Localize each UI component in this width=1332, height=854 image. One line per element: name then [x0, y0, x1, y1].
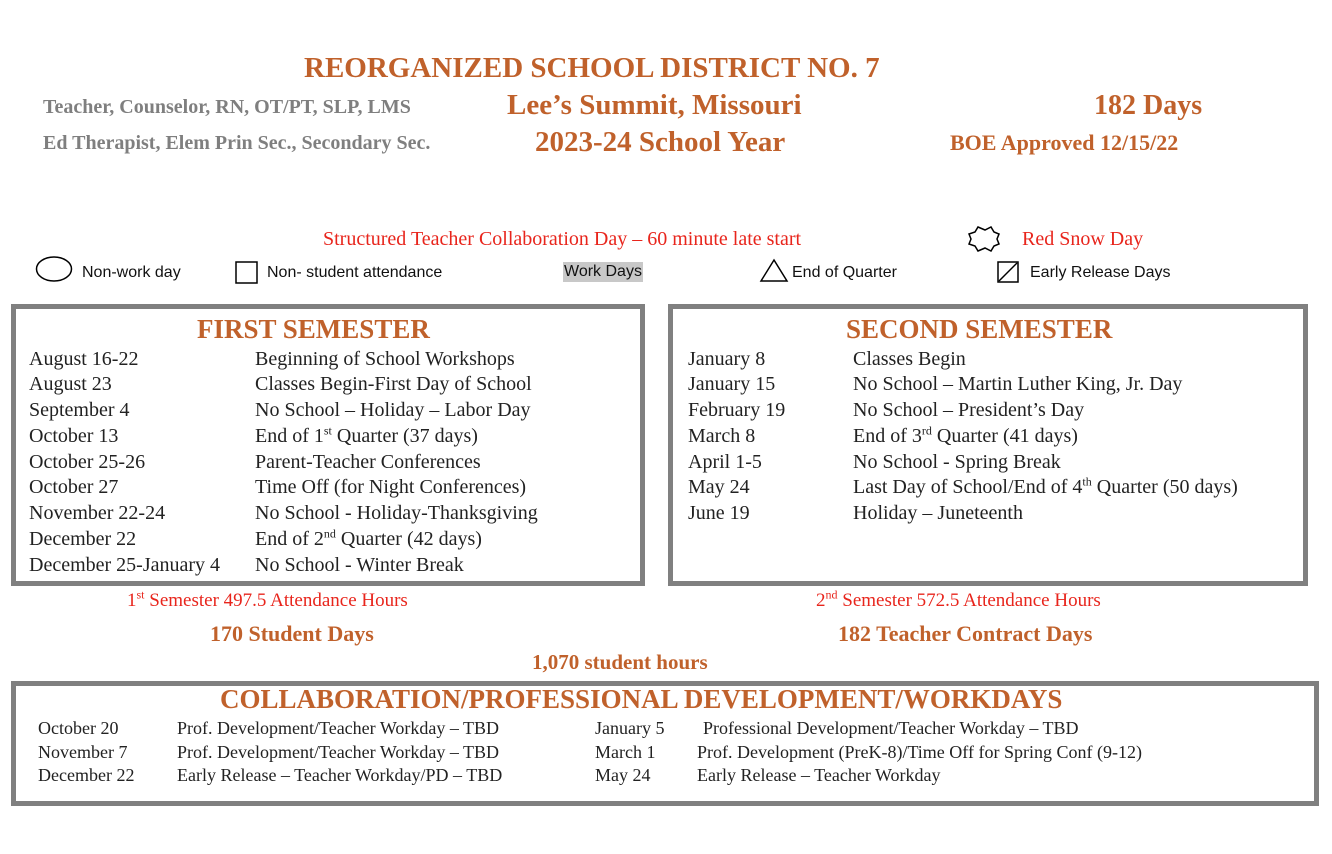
- first-date-1: August 16-22: [29, 348, 139, 370]
- city-title: Lee’s Summit, Missouri: [507, 89, 802, 121]
- first-event-7: No School - Holiday-Thanksgiving: [255, 502, 538, 524]
- collab-left-date-1: October 20: [38, 718, 119, 738]
- collab-left-event-1: Prof. Development/Teacher Workday – TBD: [177, 718, 500, 738]
- second-event-7: Holiday – Juneteenth: [853, 502, 1023, 524]
- first-event-5: Parent-Teacher Conferences: [255, 451, 481, 473]
- legend-non-work-day: Non-work day: [82, 264, 181, 281]
- roles-line-1: Teacher, Counselor, RN, OT/PT, SLP, LMS: [43, 96, 411, 118]
- second-event-6: Last Day of School/End of 4th Quarter (50 days): [853, 474, 1238, 498]
- first-event-6: Time Off (for Night Conferences): [255, 476, 527, 498]
- legend-non-student: Non- student attendance: [267, 264, 443, 281]
- second-semester-hours: 2nd Semester 572.5 Attendance Hours: [816, 587, 1101, 611]
- first-event-4: End of 1st Quarter (37 days): [255, 423, 478, 447]
- first-date-9: December 25-January 4: [29, 554, 221, 576]
- student-days: 170 Student Days: [210, 621, 374, 646]
- legend-collab-day: Structured Teacher Collaboration Day – 60 minute late start: [323, 228, 802, 250]
- collab-left-date-2: November 7: [38, 742, 128, 762]
- school-year-title: 2023-24 School Year: [535, 126, 786, 158]
- oval-icon: [35, 256, 73, 284]
- second-event-4: End of 3rd Quarter (41 days): [853, 423, 1078, 447]
- collab-right-date-3: May 24: [595, 765, 651, 785]
- collaboration-title: COLLABORATION/PROFESSIONAL DEVELOPMENT/WORKDAYS: [220, 684, 1063, 714]
- collab-left-event-3: Early Release – Teacher Workday/PD – TBD: [177, 765, 503, 785]
- first-date-7: November 22-24: [29, 502, 166, 524]
- first-date-6: October 27: [29, 476, 119, 498]
- first-semester-title: FIRST SEMESTER: [197, 314, 430, 344]
- second-date-3: February 19: [688, 399, 786, 421]
- slashed-square-icon: [997, 261, 1021, 285]
- roles-line-2: Ed Therapist, Elem Prin Sec., Secondary Sec.: [43, 132, 431, 154]
- second-date-5: April 1-5: [688, 451, 762, 473]
- second-date-2: January 15: [688, 373, 776, 395]
- legend-early-release: Early Release Days: [1030, 264, 1171, 281]
- first-event-1: Beginning of School Workshops: [255, 348, 515, 370]
- first-date-2: August 23: [29, 373, 112, 395]
- first-event-9: No School - Winter Break: [255, 554, 464, 576]
- collab-left-event-2: Prof. Development/Teacher Workday – TBD: [177, 742, 500, 762]
- collab-left-date-3: December 22: [38, 765, 135, 785]
- first-date-3: September 4: [29, 399, 130, 421]
- second-date-7: June 19: [688, 502, 750, 524]
- first-event-2: Classes Begin-First Day of School: [255, 373, 532, 395]
- collab-right-event-1: Professional Development/Teacher Workday – TBD: [703, 718, 1079, 738]
- first-event-8: End of 2nd Quarter (42 days): [255, 526, 482, 550]
- second-date-6: May 24: [688, 476, 750, 498]
- legend-work-days: Work Days: [564, 263, 642, 280]
- snow-cloud-icon: [967, 226, 1001, 252]
- second-event-5: No School - Spring Break: [853, 451, 1061, 473]
- first-date-4: October 13: [29, 425, 119, 447]
- triangle-icon: [760, 259, 788, 283]
- second-event-2: No School – Martin Luther King, Jr. Day: [853, 373, 1183, 395]
- second-date-1: January 8: [688, 348, 766, 370]
- first-event-3: No School – Holiday – Labor Day: [255, 399, 531, 421]
- first-semester-hours: 1st Semester 497.5 Attendance Hours: [127, 587, 408, 611]
- second-semester-title: SECOND SEMESTER: [846, 314, 1113, 344]
- days-total: 182 Days: [1094, 90, 1203, 121]
- collab-right-date-1: January 5: [595, 718, 665, 738]
- first-date-5: October 25-26: [29, 451, 146, 473]
- legend-red-snow-day: Red Snow Day: [1022, 228, 1144, 250]
- second-event-3: No School – President’s Day: [853, 399, 1085, 421]
- square-icon: [235, 261, 259, 285]
- first-date-8: December 22: [29, 528, 137, 550]
- collab-right-date-2: March 1: [595, 742, 656, 762]
- collab-right-event-2: Prof. Development (PreK-8)/Time Off for Spring Conf (9-12): [697, 742, 1142, 762]
- second-date-4: March 8: [688, 425, 756, 447]
- second-event-1: Classes Begin: [853, 348, 966, 370]
- student-hours: 1,070 student hours: [532, 650, 708, 674]
- boe-approved: BOE Approved 12/15/22: [950, 130, 1179, 155]
- legend-end-quarter: End of Quarter: [792, 264, 897, 281]
- district-title: REORGANIZED SCHOOL DISTRICT NO. 7: [304, 52, 880, 84]
- collab-right-event-3: Early Release – Teacher Workday: [697, 765, 941, 785]
- teacher-contract-days: 182 Teacher Contract Days: [838, 621, 1093, 646]
